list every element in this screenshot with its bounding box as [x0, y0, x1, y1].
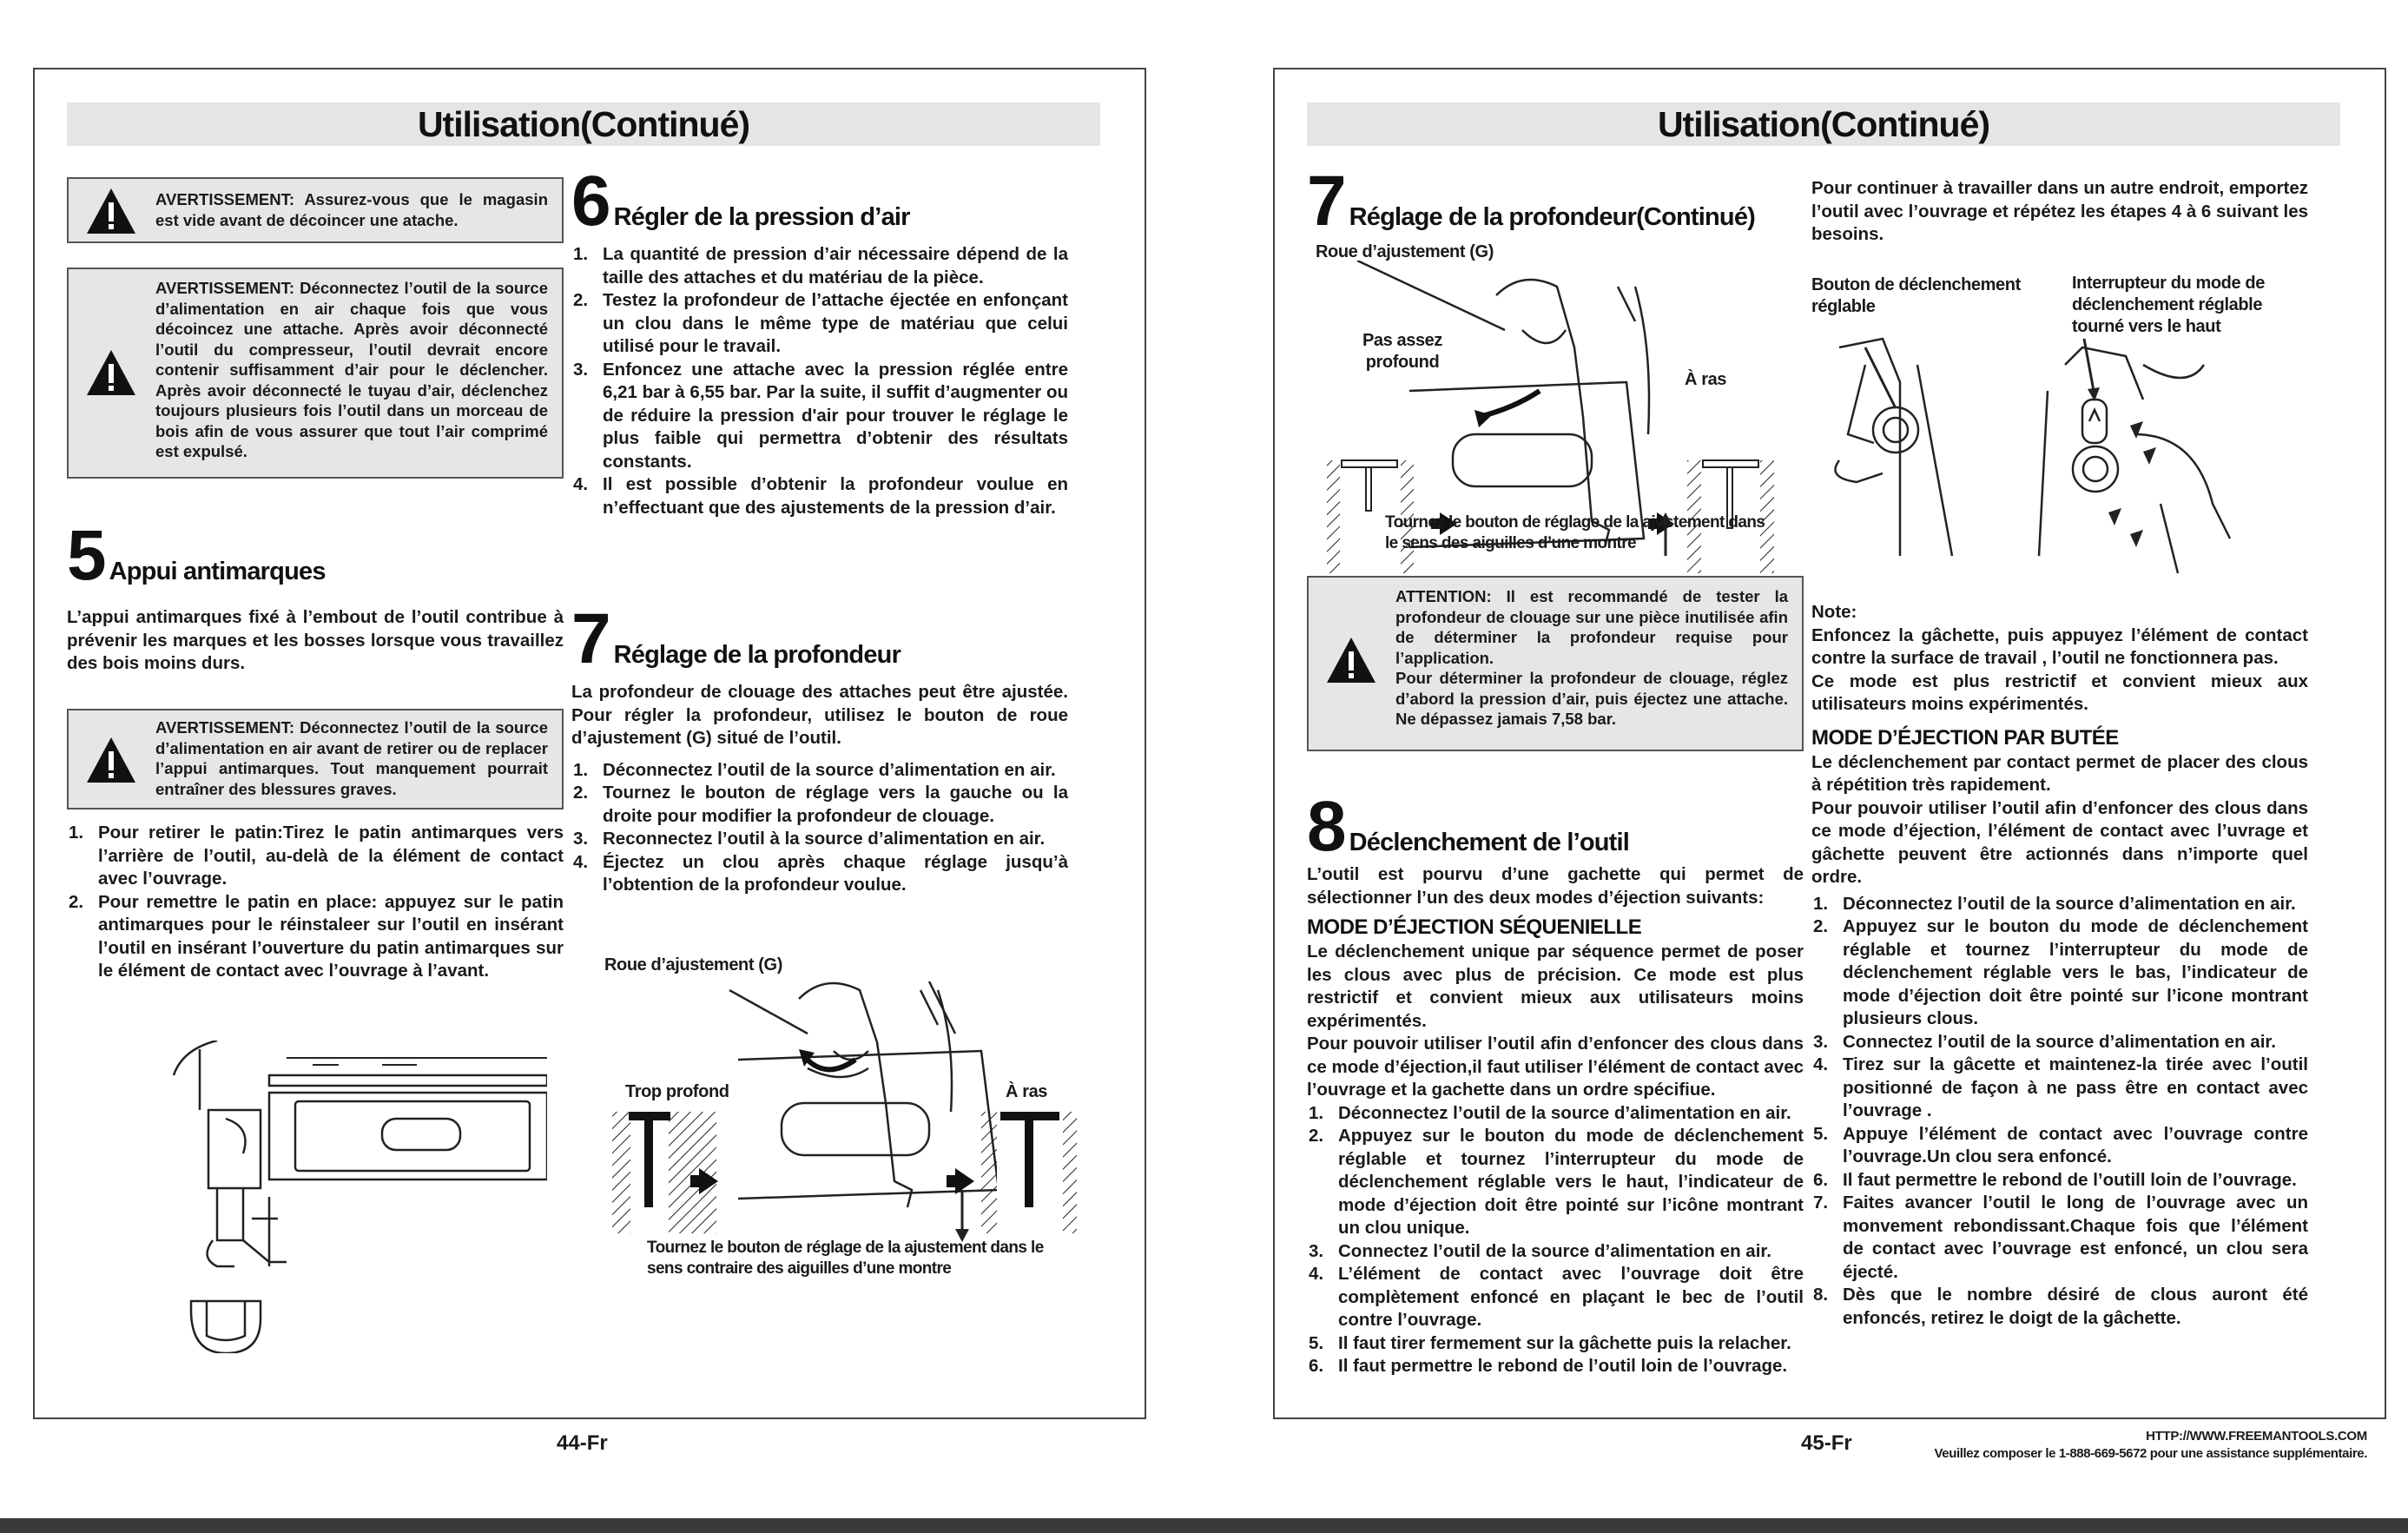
section-number: 6 — [571, 162, 609, 241]
antimark-pad-illustration — [165, 1041, 547, 1353]
list-item: 1. Déconnectez l’outil de la source d’alimentation en air. — [1309, 1102, 1791, 1123]
section-8 — [1307, 787, 1804, 1378]
section-heading — [571, 162, 1068, 241]
left-page-title: Utilisation(Continué) — [417, 103, 750, 144]
section-title: Déclenchement de l’outil — [1349, 829, 1630, 856]
list-item: 3. Enfoncez une attache avec la pression réglée entre 6,21 bar à 6,55 bar. Par la suite, il suffit d’augmenter ou de réduire la pression d'air pour trouver le réglage le plus faible qui permettra d’obtenir des résultats constants. — [573, 359, 1068, 472]
note-block — [1811, 601, 2308, 1330]
bump-mode-text: Pour pouvoir utiliser l’outil afin d’enfoncer des clous dans ce mode d’éjection, l’élément de contact avec l’uvrage et gâchette peuvent être actionnés dans n’importe quel ordre. — [1811, 797, 2308, 887]
bottom-strip — [0, 1518, 2408, 1533]
section-intro: L’appui antimarques fixé à l’embout de l’outil contribue à prévenir les marques et les bosses lorsque vous travaillez des bois moins durs. — [67, 607, 564, 673]
figure-label-too-deep: Trop profond — [625, 1082, 729, 1101]
right-page-title: Utilisation(Continué) — [1657, 103, 1990, 144]
warning-text: AVERTISSEMENT: Assurez-vous que le magasin est vide avant de décoincer une atache. — [155, 190, 548, 229]
section-number: 7 — [571, 599, 609, 678]
section-7-steps — [571, 759, 1068, 897]
section-number: 8 — [1307, 787, 1344, 866]
section-heading — [571, 599, 1068, 678]
page-number: 45-Fr — [1801, 1431, 1852, 1455]
note-title: Note: — [1811, 602, 1857, 622]
figure-caption: Tournez le bouton de réglage de la ajustement dans le sens des aiguilles d’une montre — [1385, 513, 1765, 552]
warning-box-antimark — [67, 709, 564, 809]
attention-text: ATTENTION: Il est recommandé de tester la profondeur de clouage sur une pièce inutilisée afin de déterminer la profondeur requise pour l’application. Pour déterminer la profondeur de clouage, réglez d’abord la pression d’air, puis éjectez une attache. Ne dépassez jamais 7,58 bar. — [1395, 587, 1788, 728]
section-heading — [1307, 162, 1804, 241]
right-page — [1204, 0, 2407, 1533]
list-item: 6. Il faut permettre le rebond de l’outill loin de l’ouvrage. — [1813, 1169, 2297, 1190]
list-item: 1. Pour retirer le patin:Tirez le patin antimarques vers l’arrière de l’outil, au-delà de la élément de contact avec l’ouvrage. — [69, 823, 564, 889]
section-5-steps — [67, 822, 564, 983]
warning-triangle-icon — [1324, 635, 1378, 685]
right-page-header — [1307, 102, 2340, 146]
footer-support-line: Veuillez composer le 1-888-669-5672 pour une assistance supplémentaire. — [1934, 1446, 2367, 1461]
list-item: 3. Connectez l’outil de la source d’alimentation en air. — [1309, 1240, 1771, 1261]
sequential-mode-steps — [1307, 1102, 1804, 1378]
warning-text: AVERTISSEMENT: Déconnectez l’outil de la source d’alimentation en air chaque fois que vous décoincez une attache. Après avoir déconnecté l’outil du compresseur, l’outil devrait encore contenir suffisamment d’air pour le déclencher. Après avoir déconnecté le tuyau d’air, déclenchez toujours plusieurs fois l’outil dans un morceau de bois afin de vous assurer que tout l’air comprimé est expulsé. — [155, 279, 548, 460]
section-intro: La profondeur de clouage des attaches peut être ajustée. Pour régler la profondeur, utilisez le bouton de roue d’ajustement (G) situé de l’outil. — [571, 682, 1068, 748]
bump-mode-heading: MODE D’ÉJECTION PAR BUTÉE — [1811, 725, 2119, 750]
figure-label-mode-switch: Interrupteur du mode de déclenchement réglable tourné vers le haut — [2072, 274, 2265, 336]
warning-box-disconnect — [67, 268, 564, 479]
bump-mode-text: Le déclenchement par contact permet de placer des clous à répétition très rapidement. — [1811, 751, 2308, 795]
list-item: 4. Tirez sur la gâcette et maintenez-la tirée avec l’outil positionné de façon à ne pass être en contact avec l’ouvrage . — [1813, 1054, 2308, 1120]
figure-label-wheel: Roue d’ajustement (G) — [604, 955, 782, 975]
list-item: 2. Appuyez sur le bouton du mode de déclenchement réglable et tournez l’interrupteur du mode de déclenchement réglable vers le haut, l’indicateur de mode d’éjection doit être pointé sur l’icône montrant un clou unique. — [1309, 1126, 1804, 1238]
figure-caption: Tournez le bouton de réglage de la ajustement dans le sens contraire des aiguilles d’une montre — [647, 1239, 1044, 1278]
left-page-frame — [33, 68, 1146, 1419]
bump-mode-steps — [1811, 893, 2308, 1331]
list-item: 1. Déconnectez l’outil de la source d’alimentation en air. — [1813, 893, 2296, 914]
section-intro: L’outil est pourvu d’une gachette qui permet de sélectionner l’un des deux modes d’éjection suivants: — [1307, 864, 1804, 908]
section-heading — [67, 516, 564, 595]
section-number: 7 — [1307, 162, 1344, 241]
footer-url[interactable]: HTTP://WWW.FREEMANTOOLS.COM — [2146, 1429, 2367, 1444]
sequential-mode-text: Le déclenchement unique par séquence permet de poser les clous avec plus de précision. Ce mode est plus restrictif et convient mieux aux utilisateurs moins expérimentés. — [1307, 942, 1804, 1031]
section-7 — [571, 599, 1068, 897]
sequential-mode-heading: MODE D’ÉJECTION SÉQUENIELLE — [1307, 915, 1642, 939]
figure-label-flush: À ras — [1006, 1082, 1048, 1101]
list-item: 2. Appuyez sur le bouton du mode de déclenchement réglable et tournez l’interrupteur du mode de déclenchement réglable vers le bas, l’indicateur de mode d’éjection doit être pointé sur l’icone montrant plusieurs clous. — [1813, 916, 2308, 1028]
list-item: 3. Connectez l’outil de la source d’alimentation en air. — [1813, 1031, 2276, 1052]
attention-box — [1307, 576, 1804, 751]
section-6-steps — [571, 243, 1068, 519]
section-number: 5 — [67, 516, 104, 595]
list-item: 1. Déconnectez l’outil de la source d’alimentation en air. — [573, 759, 1056, 780]
note-text: Ce mode est plus restrictif et convient mieux aux utilisateurs moins expérimentés. — [1811, 671, 2308, 714]
list-item: 6. Il faut permettre le rebond de l’outil loin de l’ouvrage. — [1309, 1356, 1788, 1376]
list-item: 4. Il est possible d’obtenir la profondeur voulue en n’effectuant que des ajustements de la pression d’air. — [573, 474, 1068, 518]
section-title: Réglage de la profondeur(Continué) — [1349, 203, 1756, 231]
section-title: Réglage de la profondeur — [613, 641, 901, 669]
figure-label-flush: À ras — [1685, 370, 1727, 389]
left-page-header — [67, 102, 1100, 146]
list-item: 4. L’élément de contact avec l’ouvrage doit être complètement enfoncé en plaçant le bec de l’outil contre l’ouvrage. — [1309, 1264, 1804, 1330]
page-number: 44-Fr — [557, 1431, 608, 1455]
right-page-frame — [1273, 68, 2386, 1419]
list-item: 1. La quantité de pression d’air nécessaire dépend de la taille des attaches et du matériau de la pièce. — [573, 244, 1068, 287]
section-title: Appui antimarques — [109, 558, 326, 585]
list-item: 2. Pour remettre le patin en place: appuyez sur le patin antimarques pour le réinstaleer sur l’outil en insérant l’outil en insérant l’ouverture du patin antimarques sur le élément de contact avec l’ouvrage à l’avant. — [69, 891, 564, 981]
warning-triangle-icon — [84, 186, 138, 236]
list-item: 5. Il faut tirer fermement sur la gâchette puis la relacher. — [1309, 1332, 1791, 1353]
warning-triangle-icon — [84, 735, 138, 785]
figure-label-trigger-button: Bouton de déclenchement réglable — [1811, 275, 2021, 316]
list-item: 4. Éjectez un clou après chaque réglage jusqu’à l’obtention de la profondeur voulue. — [573, 851, 1068, 895]
warning-box-magazine — [67, 177, 564, 243]
list-item: 3. Reconnectez l’outil à la source d’alimentation en air. — [573, 829, 1046, 849]
trigger-mode-illustration — [1831, 330, 2299, 591]
sequential-mode-text: Pour pouvoir utiliser l’outil afin d’enfoncer des clous dans ce mode d’éjection,il faut utiliser l’élément de contact avec l’ouvrage et la gachette dans un ordre spécifiue. — [1307, 1034, 1804, 1100]
section-7-continued — [1307, 162, 1804, 241]
note-text: Enfoncez la gâchette, puis appuyez l’élément de contact contre la surface de travail , l’outil ne fonctionnera pas. — [1811, 624, 2308, 668]
continue-text: Pour continuer à travailler dans un autre endroit, emportez l’outil avec l’ouvrage et répétez les étapes 4 à 6 suivant les besoins. — [1811, 178, 2308, 244]
list-item: 8. Dès que le nombre désiré de clous auront été enfoncés, retirez le doigt de la gâchette. — [1813, 1285, 2308, 1328]
section-6 — [571, 162, 1068, 519]
warning-triangle-icon — [84, 347, 138, 398]
list-item: 7. Faites avancer l’outil le long de l’ouvrage avec un monvement rebondissant.Chaque fois que l’élément de contact avec l’ouvrage est enfoncé, un clou sera éjecté. — [1813, 1193, 2308, 1282]
section-5 — [67, 516, 564, 676]
list-item: 2. Tournez le bouton de réglage vers la gauche ou la droite pour modifier la profondeur de clouage. — [573, 783, 1068, 826]
section-title: Régler de la pression d’air — [613, 203, 910, 231]
list-item: 5. Appuye l’élément de contact avec l’ouvrage contre l’ouvrage.Un clou sera enfoncé. — [1813, 1123, 2308, 1166]
warning-text: AVERTISSEMENT: Déconnectez l’outil de la source d’alimentation en air avant de retirer ou de replacer l’appui antimarques. Tout manquement pourrait entraîner des blessures graves. — [155, 718, 548, 798]
list-item: 2. Testez la profondeur de l’attache éjectée en enfonçant un clou dans le même type de matériau que celui utilisé pour le travail. — [573, 290, 1068, 356]
figure-label-not-deep: Pas assez profound — [1362, 331, 1443, 372]
figure-label-wheel: Roue d’ajustement (G) — [1316, 242, 1494, 261]
section-heading — [1307, 787, 1804, 866]
